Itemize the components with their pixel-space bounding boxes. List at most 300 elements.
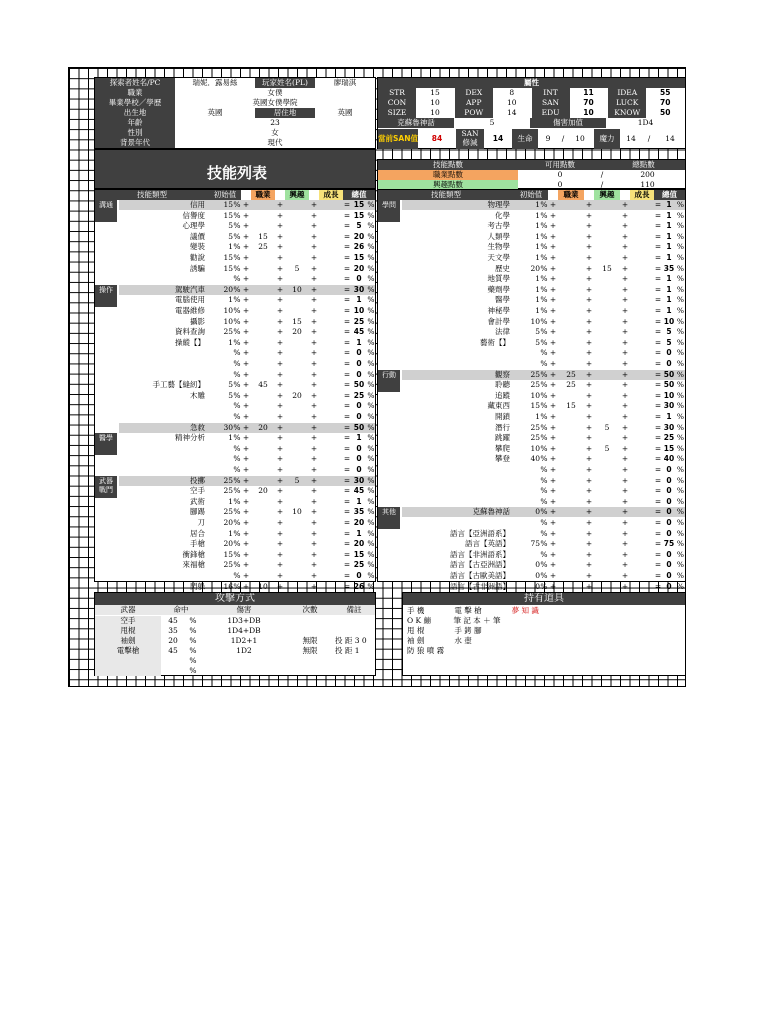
item-line[interactable]: 手 機 電 擊 槍 夢 知 識 — [407, 606, 539, 615]
L-skill-interest[interactable] — [285, 242, 309, 252]
R-skill-job[interactable]: 25 — [558, 370, 584, 380]
R-skill-growth[interactable] — [630, 518, 654, 528]
R-skill-growth[interactable] — [630, 370, 654, 380]
L-skill-job[interactable] — [251, 327, 275, 337]
item-line[interactable]: 防 狼 噴 霧 — [407, 646, 445, 655]
L-skill-job[interactable] — [251, 539, 275, 549]
L-skill-job[interactable] — [251, 200, 275, 210]
R-skill-job[interactable]: 25 — [566, 380, 576, 390]
R-header-growth: 成長 — [630, 190, 654, 200]
R-skill-interest[interactable] — [594, 476, 620, 486]
L-skill-growth[interactable] — [319, 423, 343, 433]
attack-damage[interactable]: 1D4+DB — [227, 626, 261, 635]
R-skill-interest[interactable] — [594, 338, 620, 348]
R-skill-growth[interactable] — [630, 412, 654, 422]
attr-know-value[interactable]: 50 — [660, 108, 671, 117]
L-skill-interest[interactable] — [285, 380, 309, 390]
R-skill-interest[interactable] — [594, 253, 620, 263]
R-skill-interest[interactable] — [594, 518, 620, 528]
L-skill-growth[interactable] — [319, 454, 343, 464]
R-skill-interest[interactable] — [594, 359, 620, 369]
L-skill-growth[interactable] — [319, 242, 343, 252]
R-skill-job[interactable] — [558, 529, 584, 539]
L-skill-growth[interactable] — [319, 476, 343, 486]
L-skill-job[interactable] — [251, 550, 275, 560]
R-skill-plus: + — [549, 412, 557, 421]
R-skill-job[interactable] — [558, 211, 584, 221]
R-skill-growth[interactable] — [630, 348, 654, 358]
L-skill-interest[interactable] — [285, 306, 309, 316]
attack-note[interactable]: 投 距 3 0 — [335, 636, 367, 645]
R-skill-growth[interactable] — [630, 539, 654, 549]
R-skill-interest[interactable] — [594, 221, 620, 231]
R-skill-growth[interactable] — [630, 401, 654, 411]
occupation-value[interactable]: 女僕 — [267, 88, 283, 97]
R-skill-growth[interactable] — [630, 550, 654, 560]
item-line[interactable]: 袖 劍 水 壺 — [407, 636, 472, 645]
L-skill-interest[interactable] — [285, 550, 309, 560]
R-skill-growth[interactable] — [630, 274, 654, 284]
L-skill-growth[interactable] — [319, 327, 343, 337]
R-skill-job[interactable] — [558, 423, 584, 433]
attack-weapon[interactable] — [95, 666, 161, 676]
L-skill-growth[interactable] — [319, 486, 343, 496]
R-skill-job[interactable] — [558, 274, 584, 284]
L-skill-job[interactable] — [251, 560, 275, 570]
L-skill-job[interactable] — [251, 454, 275, 464]
L-skill-growth[interactable] — [319, 444, 343, 454]
L-skill-job[interactable] — [251, 274, 275, 284]
L-skill-job[interactable] — [251, 211, 275, 221]
R-skill-growth[interactable] — [630, 486, 654, 496]
R-skill-job[interactable] — [558, 295, 584, 305]
R-skill-plus: + — [585, 221, 593, 231]
L-skill-growth[interactable] — [319, 338, 343, 348]
school-value[interactable]: 英國女僕學院 — [252, 98, 298, 107]
R-skill-job[interactable] — [558, 264, 584, 274]
R-skill-growth[interactable] — [630, 264, 654, 274]
R-skill-job[interactable] — [558, 539, 584, 549]
L-skill-growth[interactable] — [319, 274, 343, 284]
R-skill-job[interactable] — [558, 232, 584, 242]
L-skill-interest[interactable]: 5 — [294, 263, 300, 273]
L-skill-job[interactable] — [251, 338, 275, 348]
R-skill-interest[interactable] — [594, 401, 620, 411]
L-skill-job[interactable] — [251, 317, 275, 327]
L-skill-growth[interactable] — [319, 285, 343, 295]
L-skill-pct: % — [233, 274, 241, 284]
R-skill-growth[interactable] — [630, 338, 654, 348]
L-skill-interest[interactable] — [285, 338, 309, 348]
R-skill-interest[interactable]: 15 — [602, 263, 612, 273]
attack-hit[interactable]: 45 — [168, 646, 178, 655]
attack-hit[interactable]: 20 — [168, 636, 178, 645]
L-skill-growth[interactable] — [319, 433, 343, 443]
L-skill-job[interactable] — [251, 253, 275, 263]
age-value[interactable]: 23 — [270, 118, 280, 127]
R-skill-interest[interactable] — [594, 232, 620, 242]
R-skill-interest[interactable] — [594, 200, 620, 210]
L-skill-interest[interactable] — [285, 518, 309, 528]
birthplace-value[interactable]: 英國 — [207, 108, 223, 117]
L-skill-job[interactable] — [251, 306, 275, 316]
L-skill-job[interactable] — [251, 571, 275, 581]
L-skill-interest[interactable] — [285, 444, 309, 454]
L-skill-plus: + — [310, 337, 318, 347]
R-skill-growth[interactable] — [630, 327, 654, 337]
L-skill-interest[interactable] — [285, 295, 309, 305]
hp-current[interactable]: 9 — [545, 134, 551, 143]
L-skill-job[interactable] — [251, 370, 275, 380]
R-skill-interest[interactable]: 5 — [604, 422, 610, 432]
attack-weapon[interactable]: 甩棍 — [95, 626, 161, 636]
item-line[interactable]: 甩 棍 手 銬 腳 — [407, 626, 482, 635]
attr-idea-value[interactable]: 55 — [660, 88, 671, 97]
L-skill-base — [209, 465, 233, 475]
attack-hit[interactable] — [161, 666, 185, 676]
R-skill-job[interactable] — [558, 486, 584, 496]
L-skill-growth[interactable] — [319, 529, 343, 539]
R-skill-interest[interactable] — [594, 285, 620, 295]
R-skill-growth[interactable] — [630, 444, 654, 454]
L-skill-job[interactable] — [251, 285, 275, 295]
R-skill-growth[interactable] — [630, 571, 654, 581]
attack-damage[interactable] — [201, 666, 287, 676]
L-skill-total: 5 — [356, 221, 362, 231]
L-skill-interest[interactable]: 20 — [292, 390, 302, 400]
R-skill-interest[interactable] — [594, 582, 620, 592]
attack-hit[interactable] — [161, 656, 185, 666]
L-skill-job[interactable] — [251, 401, 275, 411]
R-skill-interest[interactable]: 5 — [604, 443, 610, 453]
attr-str-value[interactable]: 15 — [430, 88, 440, 97]
L-skill-growth[interactable] — [319, 571, 343, 581]
L-skill-interest[interactable] — [285, 560, 309, 570]
L-skill-job[interactable] — [251, 391, 275, 401]
L-skill-interest[interactable]: 10 — [292, 507, 302, 517]
job-points-avail[interactable]: 0 — [557, 170, 563, 179]
R-skill-growth[interactable] — [630, 560, 654, 570]
era-value[interactable]: 現代 — [267, 138, 283, 147]
R-skill-interest[interactable] — [594, 391, 620, 401]
L-skill-interest[interactable] — [285, 401, 309, 411]
L-skill-growth[interactable] — [319, 550, 343, 560]
L-skill-growth[interactable] — [319, 232, 343, 242]
L-skill-interest[interactable]: 10 — [285, 285, 309, 295]
L-skill-growth[interactable] — [319, 317, 343, 327]
R-skill-growth[interactable] — [630, 253, 654, 263]
R-skill-job[interactable] — [558, 571, 584, 581]
attack-times[interactable] — [287, 626, 333, 636]
L-skill-interest[interactable] — [285, 232, 309, 242]
R-skill-job[interactable] — [558, 454, 584, 464]
L-skill-job[interactable] — [251, 264, 275, 274]
L-skill-growth[interactable] — [319, 582, 343, 592]
L-skill-job[interactable]: 15 — [258, 231, 268, 241]
attack-note[interactable] — [335, 626, 375, 636]
L-skill-interest[interactable] — [285, 571, 309, 581]
investigator-value[interactable]: 瑞妮．露易絲 — [192, 78, 238, 87]
R-skill-job[interactable] — [558, 550, 584, 560]
L-skill-interest[interactable] — [285, 465, 309, 475]
R-skill-interest[interactable] — [594, 317, 620, 327]
R-skill-interest[interactable] — [594, 274, 620, 284]
attack-weapon[interactable]: 空手 — [95, 616, 161, 626]
L-skill-growth[interactable] — [319, 306, 343, 316]
R-skill-job[interactable] — [558, 221, 584, 231]
L-skill-job[interactable] — [251, 518, 275, 528]
attr-san-value[interactable]: 70 — [583, 98, 594, 107]
L-skill-interest[interactable]: 5 — [285, 476, 309, 486]
R-skill-job[interactable] — [558, 507, 584, 517]
L-skill-growth[interactable] — [319, 200, 343, 210]
L-skill-job[interactable] — [251, 465, 275, 475]
R-skill-growth[interactable] — [630, 391, 654, 401]
attr-luck-value[interactable]: 70 — [660, 98, 671, 107]
attack-times[interactable]: 無限 — [302, 636, 318, 645]
attack-note[interactable] — [335, 616, 375, 626]
L-skill-interest[interactable] — [285, 486, 309, 496]
L-skill-interest[interactable] — [285, 433, 309, 443]
R-skill-growth[interactable] — [630, 529, 654, 539]
L-skill-growth[interactable] — [319, 253, 343, 263]
L-skill-interest[interactable]: 20 — [292, 327, 302, 337]
damage-bonus-value[interactable]: 1D4 — [637, 118, 654, 127]
L-skill-job[interactable] — [251, 529, 275, 539]
R-skill-growth[interactable] — [630, 465, 654, 475]
attack-damage[interactable]: 1D2+1 — [230, 636, 258, 645]
R-skill-interest[interactable] — [594, 507, 620, 517]
R-skill-growth[interactable] — [630, 242, 654, 252]
R-skill-job[interactable] — [558, 433, 584, 443]
L-skill-growth[interactable] — [319, 401, 343, 411]
attack-note[interactable] — [335, 666, 375, 676]
L-skill-job[interactable] — [251, 295, 275, 305]
attack-times[interactable]: 無限 — [302, 646, 318, 655]
L-skill-growth[interactable] — [319, 348, 343, 358]
L-skill-growth[interactable] — [319, 370, 343, 380]
attack-damage[interactable] — [201, 656, 287, 666]
L-skill-job[interactable] — [251, 221, 275, 231]
attack-note[interactable]: 投 距 1 — [335, 646, 360, 655]
R-skill-interest[interactable] — [594, 529, 620, 539]
L-skill-job[interactable]: 20 — [258, 486, 268, 496]
attack-times[interactable] — [287, 666, 333, 676]
L-skill-interest[interactable] — [285, 221, 309, 231]
R-skill-job[interactable] — [558, 253, 584, 263]
attr-dex-value[interactable]: 8 — [509, 88, 515, 97]
R-skill-interest[interactable] — [594, 306, 620, 316]
R-skill-growth[interactable] — [630, 306, 654, 316]
R-skill-job[interactable] — [558, 560, 584, 570]
residence-value[interactable]: 英國 — [337, 108, 353, 117]
L-skill-job[interactable] — [251, 348, 275, 358]
R-skill-job[interactable] — [558, 391, 584, 401]
R-skill-growth[interactable] — [630, 295, 654, 305]
L-skill-growth[interactable] — [319, 391, 343, 401]
R-skill-job[interactable] — [558, 306, 584, 316]
L-skill-growth[interactable] — [319, 412, 343, 422]
R-skill-interest[interactable] — [594, 242, 620, 252]
R-skill-job[interactable] — [558, 200, 584, 210]
L-skill-base: 20 — [223, 518, 233, 527]
R-skill-growth[interactable] — [630, 211, 654, 221]
R-skill-job[interactable] — [558, 465, 584, 475]
R-skill-interest[interactable] — [594, 571, 620, 581]
mp-current[interactable]: 14 — [626, 134, 636, 143]
L-skill-interest[interactable] — [285, 274, 309, 284]
L-skill-interest[interactable] — [285, 529, 309, 539]
player-value[interactable]: 廖瑞淇 — [333, 78, 357, 87]
L-skill-job[interactable] — [251, 497, 275, 507]
R-skill-growth[interactable] — [630, 497, 654, 507]
R-skill-interest[interactable] — [594, 497, 620, 507]
R-skill-growth[interactable] — [630, 221, 654, 231]
L-skill-job[interactable]: 25 — [258, 242, 268, 252]
R-skill-interest[interactable] — [594, 560, 620, 570]
R-skill-base — [514, 550, 540, 560]
L-skill-growth[interactable] — [319, 380, 343, 390]
sex-value[interactable]: 女 — [271, 128, 279, 137]
R-skill-eq: = — [654, 486, 662, 496]
R-skill-interest[interactable] — [594, 295, 620, 305]
R-skill-job[interactable] — [558, 444, 584, 454]
R-skill-interest[interactable] — [594, 433, 620, 443]
R-skill-growth[interactable] — [630, 454, 654, 464]
R-skill-job[interactable] — [558, 317, 584, 327]
attack-times[interactable] — [287, 616, 333, 626]
R-skill-interest[interactable] — [594, 454, 620, 464]
L-skill-interest[interactable] — [285, 412, 309, 422]
R-skill-interest[interactable] — [594, 370, 620, 380]
R-skill-interest[interactable] — [594, 412, 620, 422]
L-skill-job[interactable]: 10 — [258, 581, 268, 591]
L-skill-interest[interactable] — [285, 582, 309, 592]
attack-times[interactable] — [287, 656, 333, 666]
R-skill-job[interactable]: 15 — [566, 401, 576, 411]
attr-size-value[interactable]: 10 — [430, 108, 440, 117]
R-skill-growth[interactable] — [630, 285, 654, 295]
R-skill-growth[interactable] — [630, 433, 654, 443]
R-skill-job[interactable] — [558, 518, 584, 528]
R-skill-interest[interactable] — [594, 348, 620, 358]
R-skill-job[interactable] — [558, 327, 584, 337]
L-skill-growth[interactable] — [319, 497, 343, 507]
L-skill-interest[interactable] — [285, 253, 309, 263]
R-skill-growth[interactable] — [630, 200, 654, 210]
L-skill-interest[interactable] — [285, 359, 309, 369]
R-skill-interest[interactable] — [594, 550, 620, 560]
R-skill-job[interactable] — [558, 285, 584, 295]
attack-note[interactable] — [335, 656, 375, 666]
L-skill-interest[interactable]: 15 — [292, 316, 302, 326]
attr-int-value[interactable]: 11 — [583, 88, 594, 97]
L-skill-interest[interactable] — [285, 539, 309, 549]
L-skill-job[interactable] — [251, 507, 275, 517]
R-skill-job[interactable] — [558, 412, 584, 422]
R-skill-growth[interactable] — [630, 582, 654, 592]
L-skill-job[interactable] — [251, 412, 275, 422]
L-skill-interest[interactable] — [285, 370, 309, 380]
L-skill-job[interactable]: 45 — [258, 380, 268, 390]
L-skill-growth[interactable] — [319, 560, 343, 570]
L-skill-growth[interactable] — [319, 518, 343, 528]
L-skill-interest[interactable] — [285, 348, 309, 358]
attr-pow-value[interactable]: 14 — [506, 108, 517, 117]
attr-edu-value[interactable]: 10 — [583, 108, 594, 117]
R-skill-interest[interactable] — [594, 539, 620, 549]
attack-damage[interactable]: 1D3+DB — [227, 616, 261, 625]
R-skill-growth[interactable] — [630, 423, 654, 433]
interest-points-label: 興趣點數 — [378, 180, 518, 190]
attack-weapon[interactable] — [95, 656, 161, 666]
attack-hit[interactable]: 45 — [168, 616, 178, 625]
R-skill-growth[interactable] — [630, 476, 654, 486]
R-skill-job[interactable] — [558, 476, 584, 486]
L-skill-interest[interactable] — [285, 454, 309, 464]
L-skill-interest[interactable] — [285, 423, 309, 433]
R-skill-job[interactable] — [558, 242, 584, 252]
attack-hit[interactable]: 35 — [168, 626, 178, 635]
R-skill-job[interactable] — [558, 338, 584, 348]
L-skill-interest[interactable] — [285, 211, 309, 221]
interest-points-avail[interactable]: 0 — [557, 180, 563, 189]
R-skill-plus: + — [585, 581, 593, 591]
L-skill-growth[interactable] — [319, 221, 343, 231]
R-skill-growth[interactable] — [630, 507, 654, 517]
L-skill-growth[interactable] — [319, 211, 343, 221]
R-skill-interest[interactable] — [594, 327, 620, 337]
R-skill-growth[interactable] — [630, 317, 654, 327]
L-skill-growth[interactable] — [319, 539, 343, 549]
R-skill-job[interactable] — [558, 348, 584, 358]
R-skill-growth[interactable] — [630, 232, 654, 242]
san-loss-value[interactable]: 14 — [492, 134, 504, 143]
L-skill-growth[interactable] — [319, 295, 343, 305]
L-skill-interest[interactable] — [285, 200, 309, 210]
L-skill-growth[interactable] — [319, 465, 343, 475]
L-skill-job[interactable] — [251, 444, 275, 454]
attr-app-value[interactable]: 10 — [506, 98, 517, 107]
L-skill-growth[interactable] — [319, 359, 343, 369]
L-skill-growth[interactable] — [319, 264, 343, 274]
current-san-value[interactable]: 84 — [431, 134, 443, 143]
L-skill-job[interactable] — [251, 359, 275, 369]
R-skill-job[interactable] — [558, 359, 584, 369]
L-skill-job[interactable] — [251, 433, 275, 443]
attack-damage[interactable]: 1D2 — [236, 646, 252, 655]
L-skill-plus: + — [242, 454, 250, 464]
attr-con-value[interactable]: 10 — [430, 98, 440, 107]
R-skill-interest[interactable] — [594, 486, 620, 496]
cthulhu-value[interactable]: 5 — [489, 118, 495, 127]
item-line[interactable]: O K 繃 筆 記 本 ＋ 筆 — [407, 616, 501, 625]
R-skill-job[interactable] — [558, 497, 584, 507]
R-skill-growth[interactable] — [630, 380, 654, 390]
L-skill-growth[interactable] — [319, 507, 343, 517]
L-skill-plus: + — [276, 507, 284, 517]
attack-weapon[interactable]: 電擊槍 — [95, 646, 161, 656]
L-skill-interest[interactable] — [285, 497, 309, 507]
R-skill-interest[interactable] — [594, 211, 620, 221]
L-skill-job[interactable]: 20 — [251, 423, 275, 433]
L-skill-job[interactable] — [251, 476, 275, 486]
R-skill-interest[interactable] — [594, 380, 620, 390]
R-skill-growth[interactable] — [630, 359, 654, 369]
R-skill-job[interactable] — [558, 582, 584, 592]
attack-weapon[interactable]: 袖劍 — [95, 636, 161, 646]
R-skill-interest[interactable] — [594, 465, 620, 475]
